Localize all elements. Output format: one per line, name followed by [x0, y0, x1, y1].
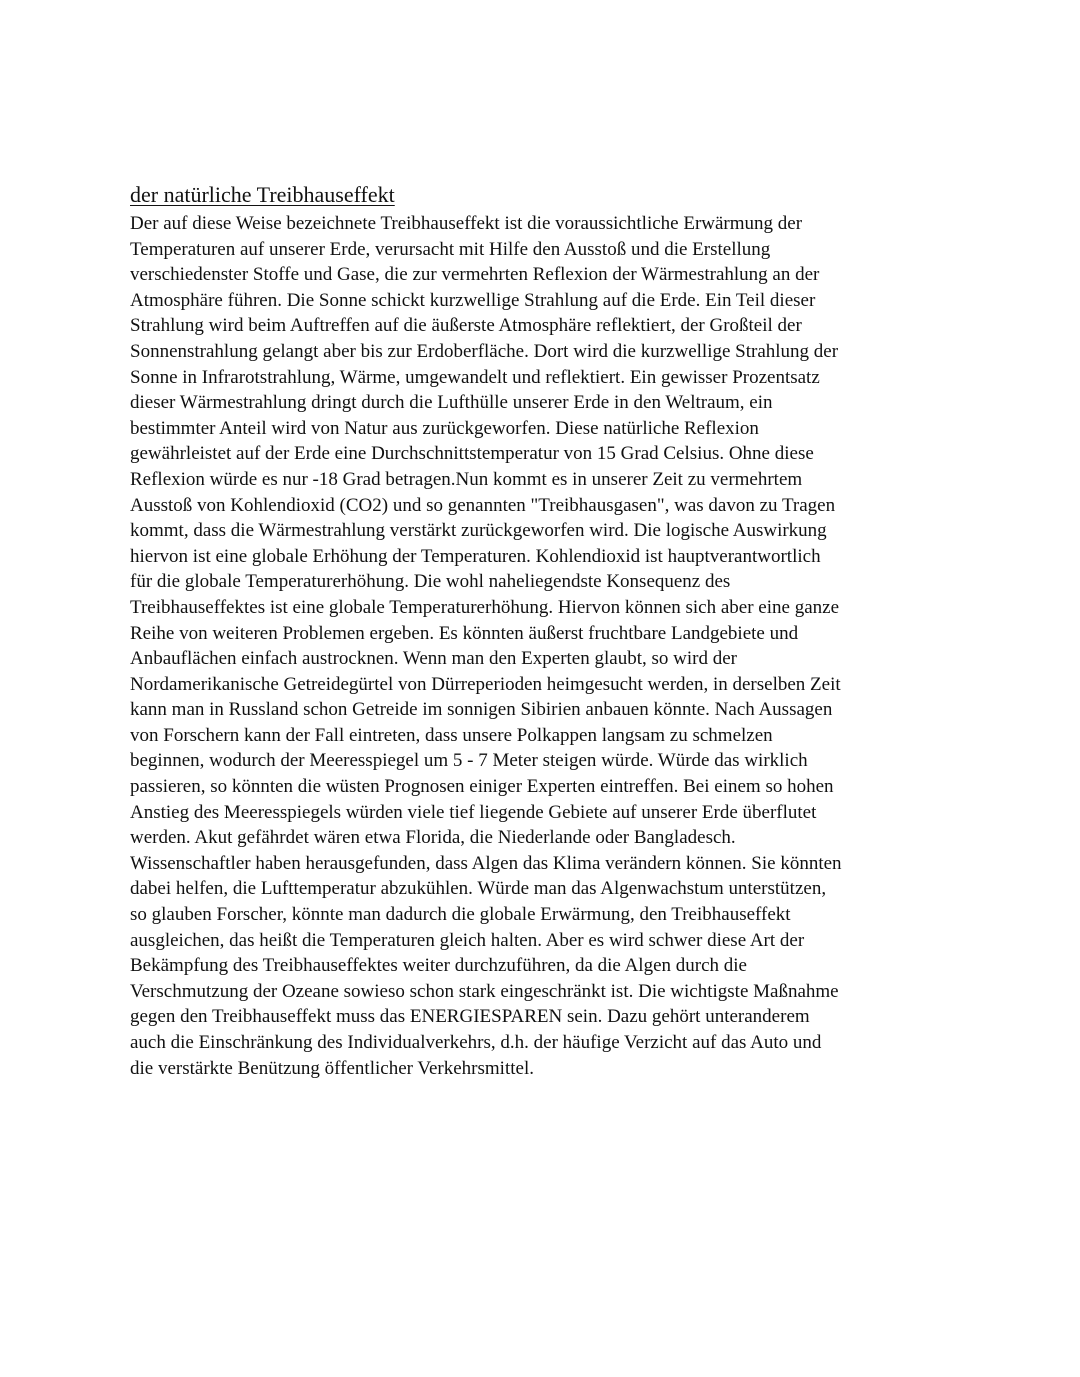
body-line: Temperaturen auf unserer Erde, verursacht mit Hilfe den Ausstoß und die Erstellung [130, 238, 771, 260]
body-line: kommt, dass die Wärmestrahlung verstärkt zurückgeworfen wird. Die logische Auswirkung [130, 520, 827, 542]
document-body [130, 211, 958, 1081]
body-line: Treibhauseffektes ist eine globale Temperaturerhöhung. Hiervon können sich aber eine ganze [130, 596, 840, 618]
body-line: Bekämpfung des Treibhauseffektes weiter durchzuführen, da die Algen durch die [130, 955, 747, 977]
body-line: für die globale Temperaturerhöhung. Die wohl naheliegendste Konsequenz des [130, 571, 731, 593]
body-line: Anbauflächen einfach austrocknen. Wenn man den Experten glaubt, so wird der [130, 648, 737, 670]
body-line: auch die Einschränkung des Individualverkehrs, d.h. der häufige Verzicht auf das Auto und [130, 1032, 822, 1053]
body-line: Reihe von weiteren Problemen ergeben. Es könnten äußerst fruchtbare Landgebiete und [130, 622, 799, 644]
body-line: gewährleistet auf der Erde eine Durchschnittstemperatur von 15 Grad Celsius. Ohne diese [130, 443, 814, 465]
body-line: die verstärkte Benützung öffentlicher Verkehrsmittel. [130, 1057, 534, 1079]
document-content [130, 181, 958, 1081]
body-line: hiervon ist eine globale Erhöhung der Temperaturen. Kohlendioxid ist hauptverantwortlich [130, 545, 821, 567]
body-line: Der auf diese Weise bezeichnete Treibhauseffekt ist die voraussichtliche Erwärmung der [130, 213, 803, 234]
body-line: Anstieg des Meeresspiegels würden viele tief liegende Gebiete auf unserer Erde überflutet [130, 801, 817, 823]
body-line: so glauben Forscher, könnte man dadurch die globale Erwärmung, den Treibhauseffekt [130, 904, 791, 926]
body-line: Sonne in Infrarotstrahlung, Wärme, umgewandelt und reflektiert. Ein gewisser Prozentsatz [130, 366, 820, 388]
body-line: dieser Wärmestrahlung dringt durch die Lufthülle unserer Erde in den Weltraum, ein [130, 392, 773, 414]
body-line: Wissenschaftler haben herausgefunden, dass Algen das Klima verändern können. Sie könnten [130, 852, 842, 874]
body-line: kann man in Russland schon Getreide im sonnigen Sibirien anbauen könnte. Nach Aussagen [130, 699, 833, 721]
body-line: Ausstoß von Kohlendioxid (CO2) und so genannten "Treibhausgasen", was davon zu Tragen [130, 494, 836, 516]
body-line: Nordamerikanische Getreidegürtel von Dürreperioden heimgesucht werden, in derselben Zeit [130, 673, 841, 695]
body-line: Strahlung wird beim Auftreffen auf die äußerste Atmosphäre reflektiert, der Großteil der [130, 315, 802, 337]
body-line: ausgleichen, das heißt die Temperaturen gleich halten. Aber es wird schwer diese Art der [130, 929, 805, 951]
body-line: beginnen, wodurch der Meeresspiegel um 5 - 7 Meter steigen würde. Würde das wirklich [130, 750, 808, 772]
body-line: werden. Akut gefährdet wären etwa Florida, die Niederlande oder Bangladesch. [130, 827, 736, 849]
document-title: der natürliche Treibhauseffekt [130, 182, 395, 207]
body-line: Sonnenstrahlung gelangt aber bis zur Erdoberfläche. Dort wird die kurzwellige Strahlung der [130, 340, 839, 362]
body-line: Reflexion würde es nur -18 Grad betragen.Nun kommt es in unserer Zeit zu vermehrtem [130, 468, 803, 490]
body-line: bestimmter Anteil wird von Natur aus zurückgeworfen. Diese natürliche Reflexion [130, 417, 759, 439]
body-line: Verschmutzung der Ozeane sowieso schon stark eingeschränkt ist. Die wichtigste Maßnahme [130, 980, 839, 1002]
body-line: Atmosphäre führen. Die Sonne schickt kurzwellige Strahlung auf die Erde. Ein Teil dieser [130, 289, 816, 311]
body-line: verschiedenster Stoffe und Gase, die zur vermehrten Reflexion der Wärmestrahlung an der [130, 264, 820, 286]
body-line: von Forschern kann der Fall eintreten, dass unsere Polkappen langsam zu schmelzen [130, 724, 773, 746]
body-line: dabei helfen, die Lufttemperatur abzukühlen. Würde man das Algenwachstum unterstützen, [130, 878, 827, 900]
body-line: passieren, so könnten die wüsten Prognosen einiger Experten eintreffen. Bei einem so hohen [130, 776, 834, 798]
body-line: gegen den Treibhauseffekt muss das ENERGIESPAREN sein. Dazu gehört unteranderem [130, 1006, 810, 1028]
